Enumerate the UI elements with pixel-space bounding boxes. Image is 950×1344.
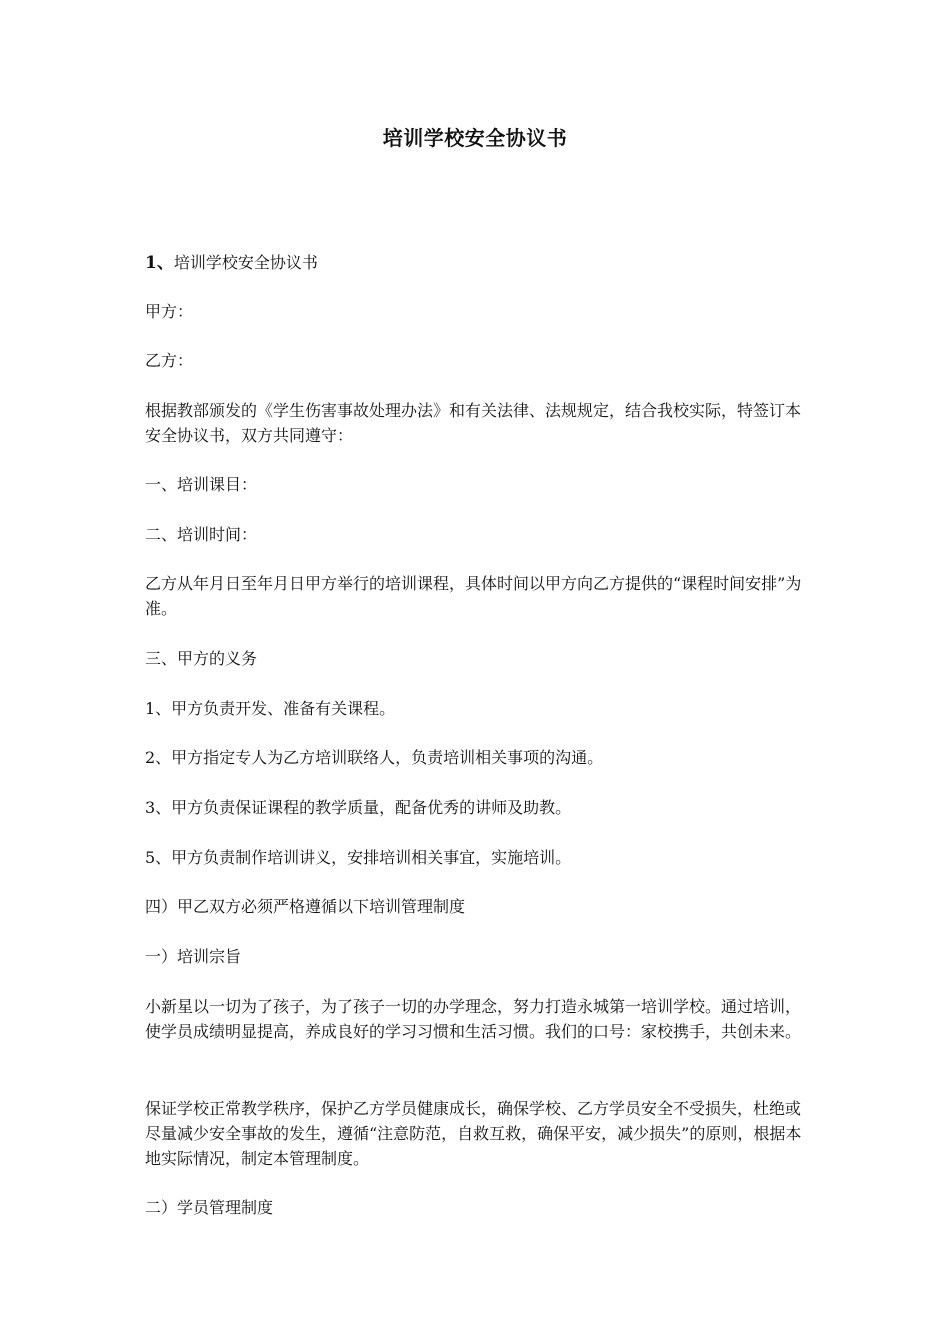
party-a-line: 甲方： (145, 302, 194, 321)
training-time-line: 二、培训时间： (145, 525, 258, 544)
duty-item-2: 2、甲方指定专人为乙方培训联络人，负责培训相关事项的沟通。 (145, 748, 604, 767)
party-a-duties-heading: 三、甲方的义务 (145, 649, 258, 668)
duty-item-3: 3、甲方负责保证课程的教学质量，配备优秀的讲师及助教。 (145, 798, 572, 817)
section-heading (145, 250, 810, 276)
intro-paragraph: 根据教部颁发的《学生伤害事故处理办法》和有关法律、法规规定，结合我校实际，特签订本安全协议书，双方共同遵守： (145, 401, 802, 445)
section-number: 1、 (145, 253, 174, 273)
student-rules-heading: 二）学员管理制度 (145, 1198, 274, 1217)
section-title: 培训学校安全协议书 (173, 253, 318, 272)
training-period-paragraph: 乙方从年月日至年月日甲方举行的培训课程，具体时间以甲方向乙方提供的“课程时间安排”为准。 (145, 574, 802, 618)
training-purpose-heading: 一）培训宗旨 (145, 947, 242, 966)
training-subject-line: 一、培训课目： (145, 475, 258, 494)
safety-principle-paragraph: 保证学校正常教学秩序，保护乙方学员健康成长，确保学校、乙方学员安全不受损失，杜绝或尽量减少安全事故的发生，遵循“注意防范，自救互救，确保平安，减少损失”的原则，根据本地实际情况，制定本管理制度。 (145, 1099, 802, 1168)
duty-item-5: 5、甲方负责制作培训讲义，安排培训相关事宜，实施培训。 (145, 848, 572, 867)
training-purpose-paragraph: 小新星以一切为了孩子，为了孩子一切的办学理念，努力打造永城第一培训学校。通过培训，使学员成绩明显提高，养成良好的学习习惯和生活习惯。我们的口号：家校携手，共创未来。 (145, 997, 802, 1041)
document-title: 培训学校安全协议书 (382, 126, 568, 150)
party-b-line: 乙方： (145, 351, 194, 370)
management-rules-heading: 四）甲乙双方必须严格遵循以下培训管理制度 (145, 897, 466, 916)
duty-item-1: 1、甲方负责开发、准备有关课程。 (145, 699, 396, 718)
